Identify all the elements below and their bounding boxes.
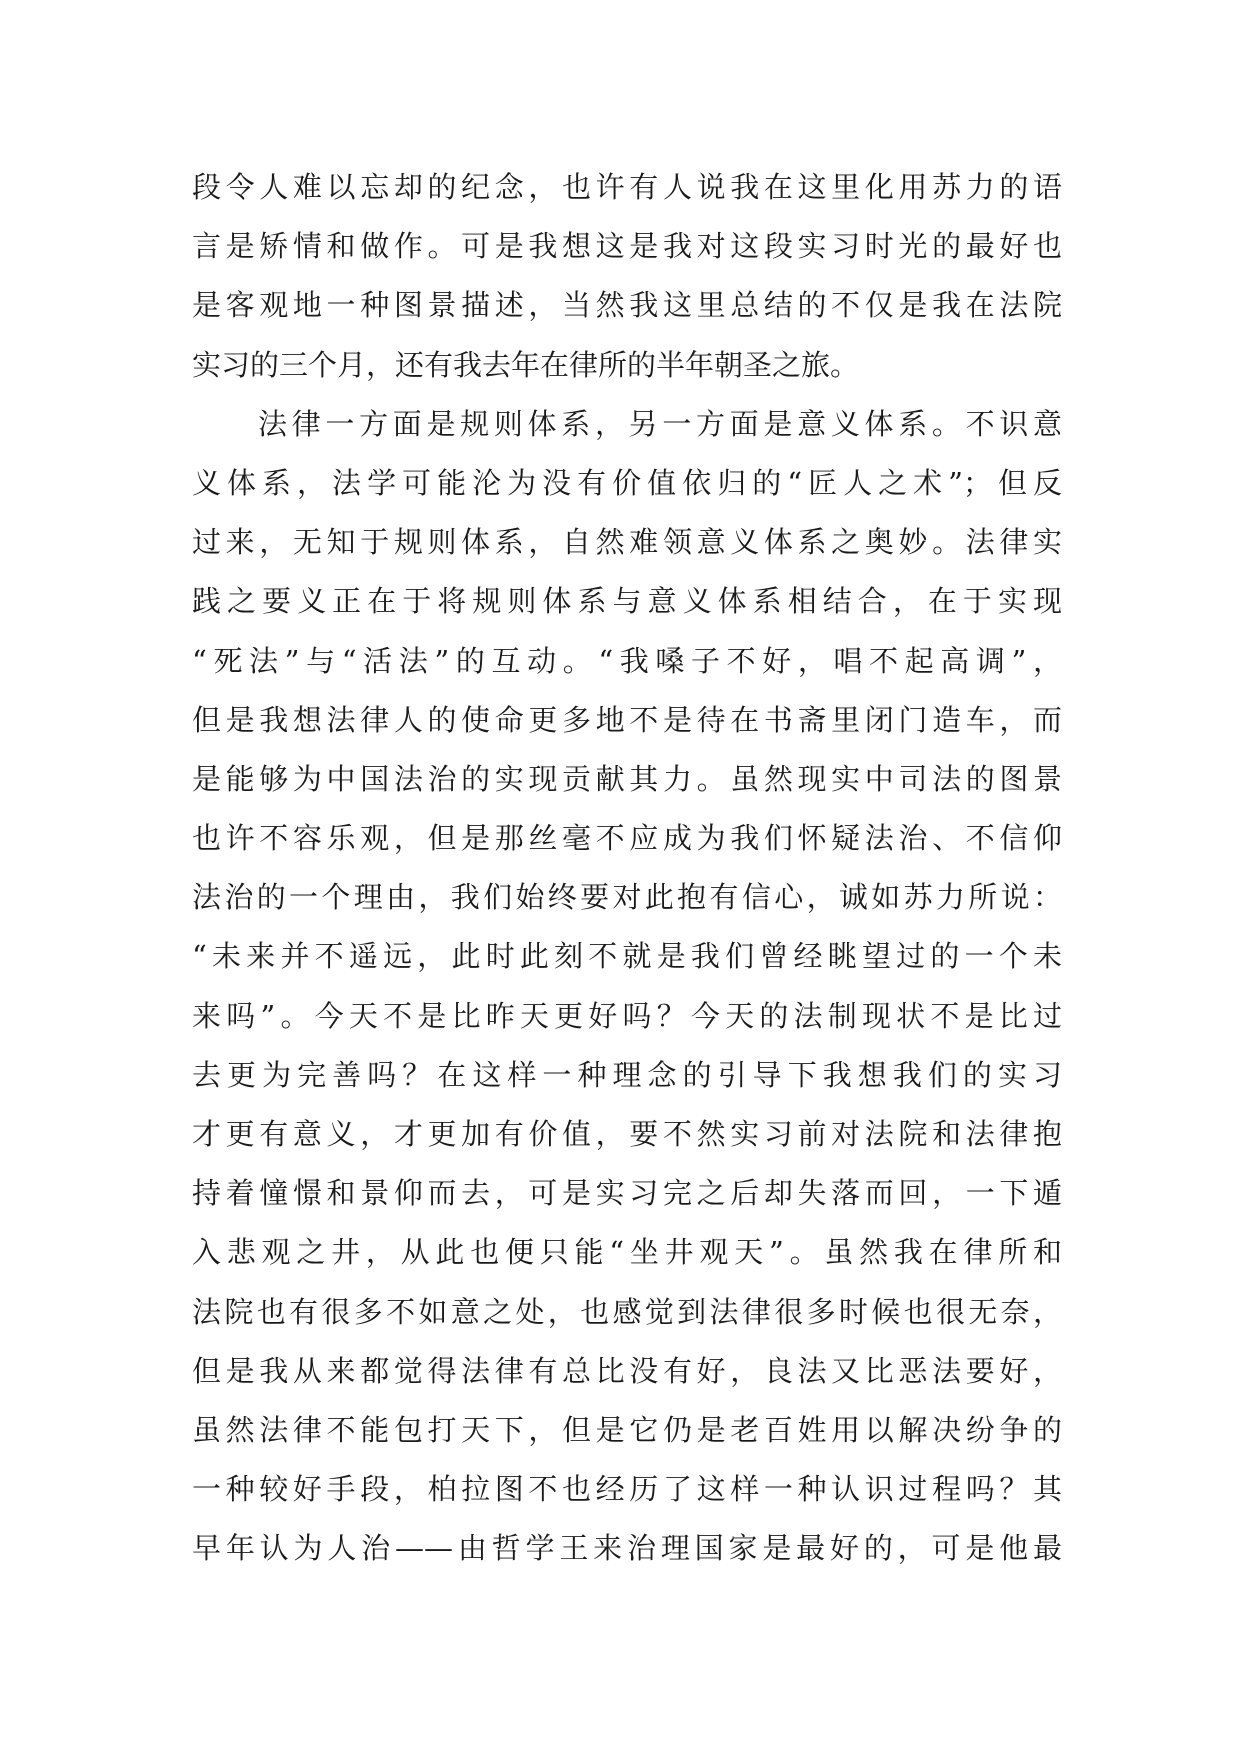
text-line: 也许不容乐观，但是那丝毫不应成为我们怀疑法治、不信仰 (192, 821, 1062, 856)
text-line: “未来并不遥远，此时此刻不就是我们曾经眺望过的一个未 (192, 939, 1062, 974)
text-line: 实习的三个月，还有我去年在律所的半年朝圣之旅。 (192, 347, 860, 382)
text-line: 过来，无知于规则体系，自然难领意义体系之奥妙。法律实 (192, 525, 1062, 560)
text-line: 义体系，法学可能沦为没有价值依归的“匠人之术”；但反 (192, 465, 1062, 500)
text-line: 是能够为中国法治的实现贡献其力。虽然现实中司法的图景 (192, 761, 1062, 796)
text-line: “死法”与“活法”的互动。“我嗓子不好，唱不起高调”， (192, 643, 1062, 678)
text-line: 法治的一个理由，我们始终要对此抱有信心，诚如苏力所说： (192, 880, 1062, 915)
text-line: 才更有意义，才更加有价值，要不然实习前对法院和法律抱 (192, 1117, 1062, 1151)
text-line: 虽然法律不能包打天下，但是它仍是老百姓用以解决纷争的 (192, 1412, 1062, 1447)
text-line: 一种较好手段，柏拉图不也经历了这样一种认识过程吗？其 (192, 1472, 1062, 1507)
paragraph-first-line: 法律一方面是规则体系，另一方面是意义体系。不识意 (258, 406, 1062, 441)
text-line: 但是我从来都觉得法律有总比没有好，良法又比恶法要好， (192, 1353, 1062, 1388)
text-line: 持着憧憬和景仰而去，可是实习完之后却失落而回，一下遁 (192, 1176, 1062, 1211)
text-line: 法院也有很多不如意之处，也感觉到法律很多时候也很无奈， (192, 1294, 1062, 1329)
text-line: 言是矫情和做作。可是我想这是我对这段实习时光的最好也 (192, 229, 1062, 264)
text-line: 段令人难以忘却的纪念，也许有人说我在这里化用苏力的语 (192, 170, 1062, 204)
text-line: 是客观地一种图景描述，当然我这里总结的不仅是我在法院 (192, 288, 1062, 323)
text-line: 但是我想法律人的使命更多地不是待在书斋里闭门造车，而 (192, 702, 1062, 737)
body-text (192, 158, 1062, 1579)
text-line: 早年认为人治——由哲学王来治理国家是最好的，可是他最 (192, 1531, 1062, 1566)
text-line: 来吗”。今天不是比昨天更好吗？今天的法制现状不是比过 (192, 998, 1062, 1033)
text-line: 践之要义正在于将规则体系与意义体系相结合，在于实现 (192, 584, 1062, 619)
text-line: 去更为完善吗？在这样一种理念的引导下我想我们的实习 (192, 1057, 1062, 1092)
text-line: 入悲观之井，从此也便只能“坐井观天”。虽然我在律所和 (192, 1235, 1062, 1270)
